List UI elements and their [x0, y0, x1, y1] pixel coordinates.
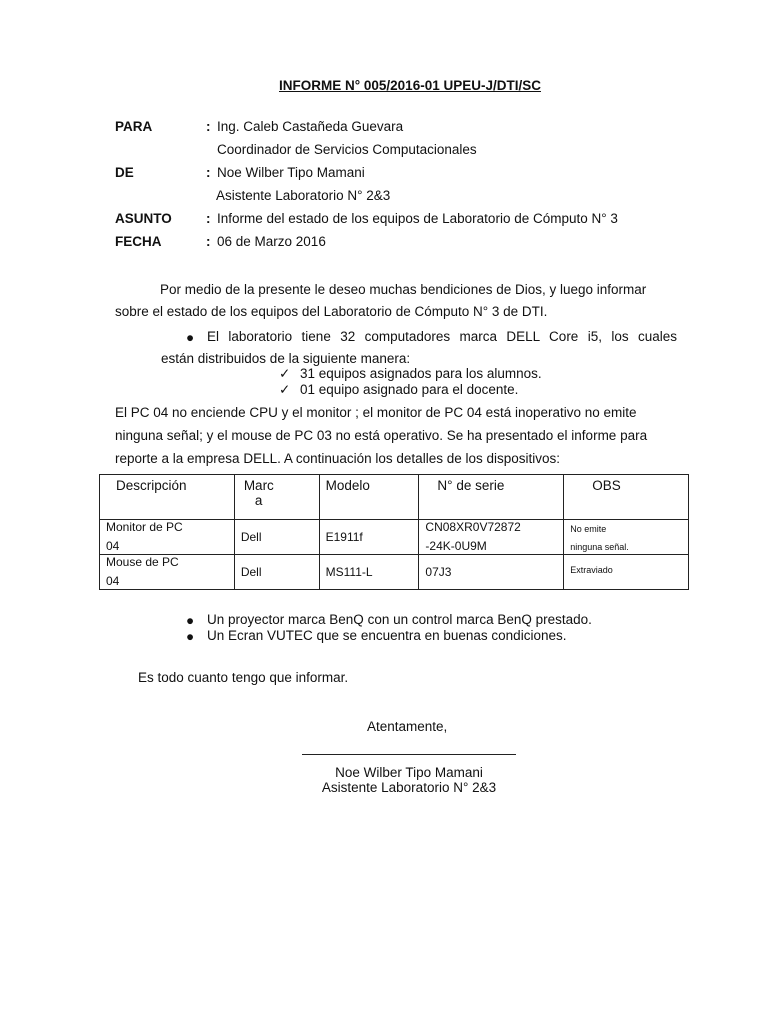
cell-modelo: MS111-L	[319, 555, 419, 590]
bullet1-line-2: están distribuidos de la siguiente manera:	[161, 351, 411, 366]
cell-serie: CN08XR0V72872 -24K-0U9M	[419, 520, 564, 555]
intro-line-2: sobre el estado de los equipos del Laboratorio de Cómputo N° 3 de DTI.	[115, 304, 548, 319]
de-role: Asistente Laboratorio N° 2&3	[216, 188, 391, 203]
closing-line: Es todo cuanto tengo que informar.	[138, 670, 349, 685]
bullet-icon: ●	[186, 330, 195, 345]
check-item-1: 31 equipos asignados para los alumnos.	[300, 366, 542, 381]
table-row	[100, 555, 689, 590]
header-modelo: Modelo	[319, 475, 419, 520]
asunto-value: Informe del estado de los equipos de Laboratorio de Cómputo N° 3	[217, 211, 618, 226]
para-role: Coordinador de Servicios Computacionales	[217, 142, 477, 157]
report-title: INFORME N° 005/2016-01 UPEU-J/DTI/SC	[279, 78, 541, 93]
signer-role: Asistente Laboratorio N° 2&3	[321, 780, 497, 795]
cell-obs: No emite ninguna señal.	[564, 520, 689, 555]
para-colon: :	[206, 119, 211, 134]
check-icon: ✓	[279, 382, 291, 397]
fecha-value: 06 de Marzo 2016	[217, 234, 326, 249]
cell-obs: Extraviado	[564, 555, 689, 590]
cell-marca: Dell	[234, 520, 319, 555]
cell-descripcion: Monitor de PC 04	[100, 520, 235, 555]
cell-descripcion: Mouse de PC 04	[100, 555, 235, 590]
cell-modelo: E1911f	[319, 520, 419, 555]
de-label: DE	[115, 165, 134, 180]
greeting: Atentamente,	[367, 719, 448, 734]
asunto-colon: :	[206, 211, 211, 226]
bullet-icon: ●	[186, 613, 195, 628]
bullet-2: Un proyector marca BenQ con un control marca BenQ prestado.	[207, 612, 592, 627]
check-item-2: 01 equipo asignado para el docente.	[300, 382, 519, 397]
devices-table	[99, 474, 689, 590]
header-serie: N° de serie	[419, 475, 564, 520]
header-descripcion: Descripción	[100, 475, 235, 520]
header-marca: Marc a	[234, 475, 319, 520]
de-colon: :	[206, 165, 211, 180]
para-label: PARA	[115, 119, 153, 134]
fecha-label: FECHA	[115, 234, 162, 249]
cell-serie: 07J3	[419, 555, 564, 590]
header-obs: OBS	[564, 475, 689, 520]
table-row	[100, 520, 689, 555]
cell-marca: Dell	[234, 555, 319, 590]
para-name: Ing. Caleb Castañeda Guevara	[217, 119, 404, 134]
signature-line	[302, 754, 516, 755]
fecha-colon: :	[206, 234, 211, 249]
bullet-3: Un Ecran VUTEC que se encuentra en buenas condiciones.	[207, 628, 567, 643]
bullet-icon: ●	[186, 629, 195, 644]
check-icon: ✓	[279, 366, 291, 381]
bullet1-line-1: El laboratorio tiene 32 computadores marca DELL Core i5, los cuales	[207, 329, 677, 344]
signer-name: Noe Wilber Tipo Mamani	[335, 765, 483, 780]
asunto-label: ASUNTO	[115, 211, 172, 226]
para2-line-1: El PC 04 no enciende CPU y el monitor ; el monitor de PC 04 está inoperativo no emite	[115, 405, 637, 420]
intro-line-1: Por medio de la presente le deseo muchas bendiciones de Dios, y luego informar	[160, 282, 647, 297]
table-header-row	[100, 475, 689, 520]
para2-line-3: reporte a la empresa DELL. A continuación los detalles de los dispositivos:	[115, 451, 561, 466]
para2-line-2: ninguna señal; y el mouse de PC 03 no está operativo. Se ha presentado el informe para	[115, 428, 648, 443]
de-name: Noe Wilber Tipo Mamani	[217, 165, 365, 180]
